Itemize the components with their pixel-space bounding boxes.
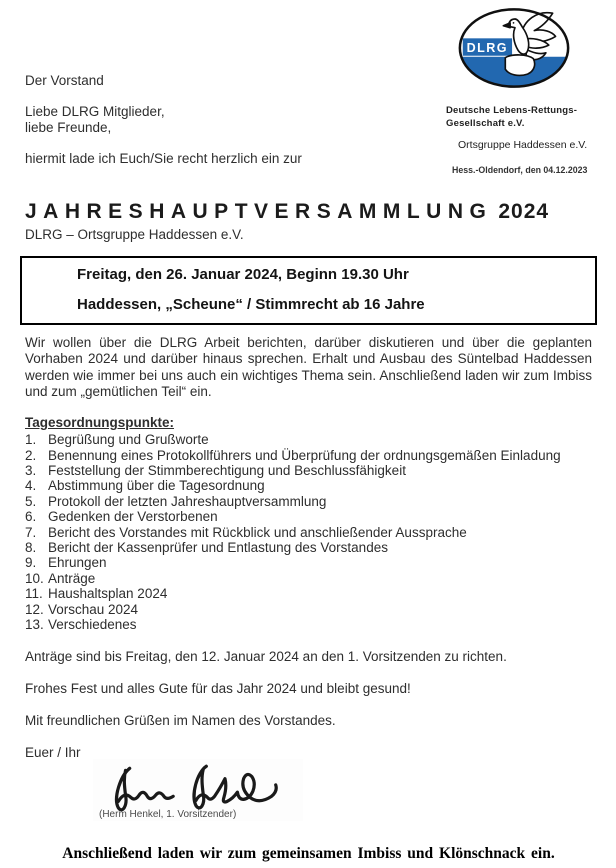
agenda-item bbox=[25, 494, 592, 509]
title-word: JAHRESHAUPTVERSAMMLUNG bbox=[25, 200, 493, 223]
agenda-item-number: 6. bbox=[25, 509, 37, 525]
agenda-item-number: 9. bbox=[25, 555, 37, 571]
signature-block bbox=[93, 759, 303, 821]
sender-line: Der Vorstand bbox=[25, 73, 104, 88]
agenda-item-number: 10. bbox=[25, 570, 44, 586]
intro-paragraph: Wir wollen über die DLRG Arbeit berichten, darüber diskutieren und über die geplanten Vorhaben 2024 und darüber hinaus sprechen. Erhalt und Ausbau des Süntelbad Haddessen werden wie immer bei uns auch ein wichtiges Thema sein. Anschließend laden wir zum Imbiss und zum „gemütlichen Teil“ ein. bbox=[25, 335, 592, 399]
agenda-item-text: Bericht des Vorstandes mit Rückblick und anschließender Aussprache bbox=[48, 524, 467, 540]
org-local-group: Ortsgruppe Haddessen e.V. bbox=[458, 139, 588, 151]
salutation-line-2: liebe Freunde, bbox=[25, 120, 112, 135]
agenda-item-text: Ehrungen bbox=[48, 555, 107, 571]
agenda-heading: Tagesordnungspunkte: bbox=[25, 415, 175, 431]
agenda-item-text: Abstimmung über die Tagesordnung bbox=[48, 478, 265, 494]
agenda-item-text: Anträge bbox=[48, 570, 96, 586]
agenda-item-text: Begrüßung und Grußworte bbox=[48, 432, 209, 448]
agenda-item-number: 1. bbox=[25, 432, 37, 448]
title-year: 2024 bbox=[498, 200, 550, 223]
meeting-info-box bbox=[20, 256, 597, 325]
meeting-place-line: Haddessen, „Scheune“ / Stimmrecht ab 16 Jahre bbox=[77, 296, 425, 313]
closing-line: Euer / Ihr bbox=[25, 745, 81, 761]
agenda-item-text: Haushaltsplan 2024 bbox=[48, 586, 168, 602]
footer-note: Anschließend laden wir zum gemeinsamen Imbiss und Klönschnack ein. bbox=[62, 845, 555, 863]
invitation-intro: hiermit lade ich Euch/Sie recht herzlich ein zur bbox=[25, 151, 302, 166]
agenda-item-text: Protokoll der letzten Jahreshauptversammlung bbox=[48, 493, 327, 509]
place-date-line: Hess.-Oldendorf, den 04.12.2023 bbox=[452, 165, 588, 175]
agenda-item-text: Benennung eines Protokollführers und Überprüfung der ordnungsgemäßen Einladung bbox=[48, 447, 561, 463]
season-wishes: Frohes Fest und alles Gute für das Jahr 2024 und bleibt gesund! bbox=[25, 681, 411, 697]
agenda-item bbox=[25, 540, 592, 555]
agenda-item-text: Vorschau 2024 bbox=[48, 601, 139, 617]
agenda-item-number: 4. bbox=[25, 478, 37, 494]
agenda-item-number: 12. bbox=[25, 601, 44, 617]
signature-caption: (Herm Henkel, 1. Vorsitzender) bbox=[99, 809, 237, 821]
logo-acronym-text: DLRG bbox=[466, 40, 508, 55]
agenda-item bbox=[25, 555, 592, 570]
page-title bbox=[25, 200, 592, 224]
agenda-item bbox=[25, 525, 592, 540]
agenda-item-text: Verschiedenes bbox=[48, 617, 137, 633]
agenda-item bbox=[25, 617, 592, 632]
agenda-item-text: Bericht der Kassenprüfer und Entlastung des Vorstandes bbox=[48, 540, 388, 556]
dlrg-logo bbox=[456, 6, 602, 95]
deadline-note: Anträge sind bis Freitag, den 12. Januar 2024 an den 1. Vorsitzenden zu richten. bbox=[25, 649, 507, 665]
org-name-line1: Deutsche Lebens-Rettungs- bbox=[446, 105, 578, 116]
title-block bbox=[25, 200, 592, 243]
agenda-item bbox=[25, 586, 592, 601]
title-subtitle: DLRG – Ortsgruppe Haddessen e.V. bbox=[25, 227, 244, 242]
agenda-list bbox=[25, 432, 592, 632]
agenda-item bbox=[25, 463, 592, 478]
regards-line: Mit freundlichen Grüßen im Namen des Vorstandes. bbox=[25, 713, 336, 729]
dlrg-logo-icon bbox=[456, 6, 572, 90]
salutation-line-1: Liebe DLRG Mitglieder, bbox=[25, 104, 165, 119]
agenda-item-number: 5. bbox=[25, 493, 37, 509]
agenda-item-text: Gedenken der Verstorbenen bbox=[48, 509, 218, 525]
agenda-item bbox=[25, 478, 592, 493]
agenda-item bbox=[25, 602, 592, 617]
agenda-item bbox=[25, 509, 592, 524]
letterhead bbox=[446, 6, 602, 175]
agenda-item-number: 11. bbox=[25, 586, 43, 602]
agenda-item-number: 8. bbox=[25, 540, 37, 556]
agenda-item-number: 7. bbox=[25, 524, 37, 540]
agenda-item bbox=[25, 432, 592, 447]
agenda-item bbox=[25, 571, 592, 586]
agenda-item-number: 2. bbox=[25, 447, 37, 463]
agenda-item-number: 13. bbox=[25, 617, 44, 633]
agenda-item-text: Feststellung der Stimmberechtigung und Beschlussfähigkeit bbox=[48, 463, 406, 478]
agenda-item bbox=[25, 448, 592, 463]
org-name-line2: Gesellschaft e.V. bbox=[446, 117, 525, 129]
agenda-item-number: 3. bbox=[25, 463, 37, 478]
meeting-date-line: Freitag, den 26. Januar 2024, Beginn 19.30 Uhr bbox=[77, 266, 409, 283]
